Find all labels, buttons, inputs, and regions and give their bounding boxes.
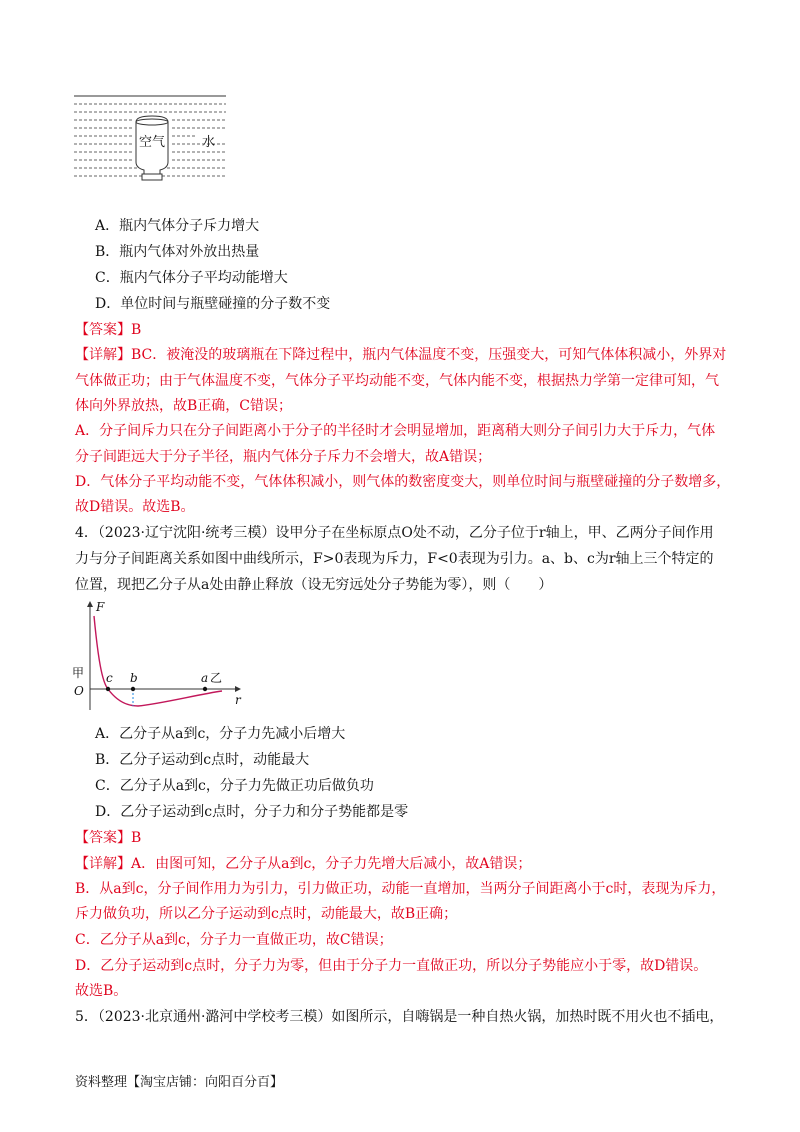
q3-option-d: D．单位时间与瓶壁碰撞的分子数不变	[95, 296, 331, 312]
q4-stem-3: 位置，现把乙分子从a处由静止释放（设无穷远处分子势能为零），则（ ）	[75, 577, 553, 593]
point-a	[203, 687, 207, 691]
q4-detail-4: C．乙分子从a到c，分子力一直做正功，故C错误；	[75, 932, 393, 948]
q4-detail-5: D．乙分子运动到c点时，分子力为零，但由于分子力一直做正功，所以分子势能应小于零，故D错误。	[75, 958, 708, 974]
q4-detail-3: 斥力做负功，所以乙分子运动到c点时，动能最大，故B正确；	[75, 906, 458, 922]
q4-option-a: A．乙分子从a到c，分子力先减小后增大	[95, 726, 346, 742]
q4-detail-6: 故选B。	[75, 983, 128, 999]
origin-label: O	[74, 684, 84, 698]
water-label: 水	[202, 135, 216, 150]
point-b-label: b	[130, 671, 138, 685]
f-axis-label: F	[96, 600, 105, 614]
q3-detail-7: 故D错误。故选B。	[75, 499, 195, 515]
r-axis-label: r	[235, 693, 241, 707]
page-footer: 资料整理【淘宝店铺：向阳百分百】	[75, 1075, 284, 1090]
moving-molecule-label: 乙	[210, 671, 223, 685]
q3-detail-5: 分子间距远大于分子半径，瓶内气体分子斥力不会增大，故A错误；	[75, 449, 492, 465]
q4-detail-1: 【详解】A．由图可知，乙分子从a到c，分子力先增大后减小，故A错误；	[75, 856, 532, 872]
point-c-label: c	[106, 671, 113, 685]
force-curve	[94, 616, 222, 706]
q3-detail-4: A．分子间斥力只在分子间距离小于分子的半径时才会明显增加，距离稍大则分子间引力大于斥力，气体	[75, 423, 716, 439]
q3-detail-1: 【详解】BC．被淹没的玻璃瓶在下降过程中，瓶内气体温度不变，压强变大，可知气体体积减小，外界对	[75, 347, 727, 363]
q4-option-b: B．乙分子运动到c点时，动能最大	[95, 752, 310, 768]
q3-detail-3: 体向外界放热，故B正确，C错误；	[75, 398, 292, 414]
point-c	[106, 687, 110, 691]
q4-option-c: C．乙分子从a到c，分子力先做正功后做负功	[95, 778, 374, 794]
q3-detail-2: 气体做正功；由于气体温度不变，气体分子平均动能不变，气体内能不变，根据热力学第一定律可知，气	[75, 373, 719, 389]
q5-stem: 5．（2023·北京通州·潞河中学校考三模）如图所示，自嗨锅是一种自热火锅，加热时既不用火也不插电，	[75, 1009, 724, 1025]
point-a-label: a	[201, 671, 209, 685]
q3-answer: 【答案】B	[75, 322, 142, 338]
q3-detail-6: D．气体分子平均动能不变，气体体积减小，则气体的数密度变大，则单位时间与瓶壁碰撞的分子数增多，	[75, 474, 731, 490]
q4-stem-2: 力与分子间距离关系如图中曲线所示，F>0表现为斥力，F<0表现为引力。a、b、c为r轴上三个特定的	[75, 551, 714, 567]
fixed-molecule-label: 甲	[72, 666, 85, 680]
air-label: 空气	[139, 135, 166, 150]
q3-option-a: A．瓶内气体分子斥力增大	[95, 218, 260, 234]
point-b	[131, 687, 135, 691]
bottle-in-water-figure	[72, 92, 232, 192]
q4-option-d: D．乙分子运动到c点时，分子力和分子势能都是零	[95, 804, 409, 820]
force-distance-chart	[60, 598, 250, 718]
q3-option-c: C．瓶内气体分子平均动能增大	[95, 270, 288, 286]
q4-answer: 【答案】B	[75, 830, 142, 846]
q4-detail-2: B．从a到c，分子间作用力为引力，引力做正功，动能一直增加，当两分子间距离小于c时，表现为斥力，	[75, 881, 726, 897]
q4-stem-1: 4．（2023·辽宁沈阳·统考三模）设甲分子在坐标原点O处不动，乙分子位于r轴上，甲、乙两分子间作用	[75, 525, 714, 541]
q3-option-b: B．瓶内气体对外放出热量	[95, 244, 260, 260]
